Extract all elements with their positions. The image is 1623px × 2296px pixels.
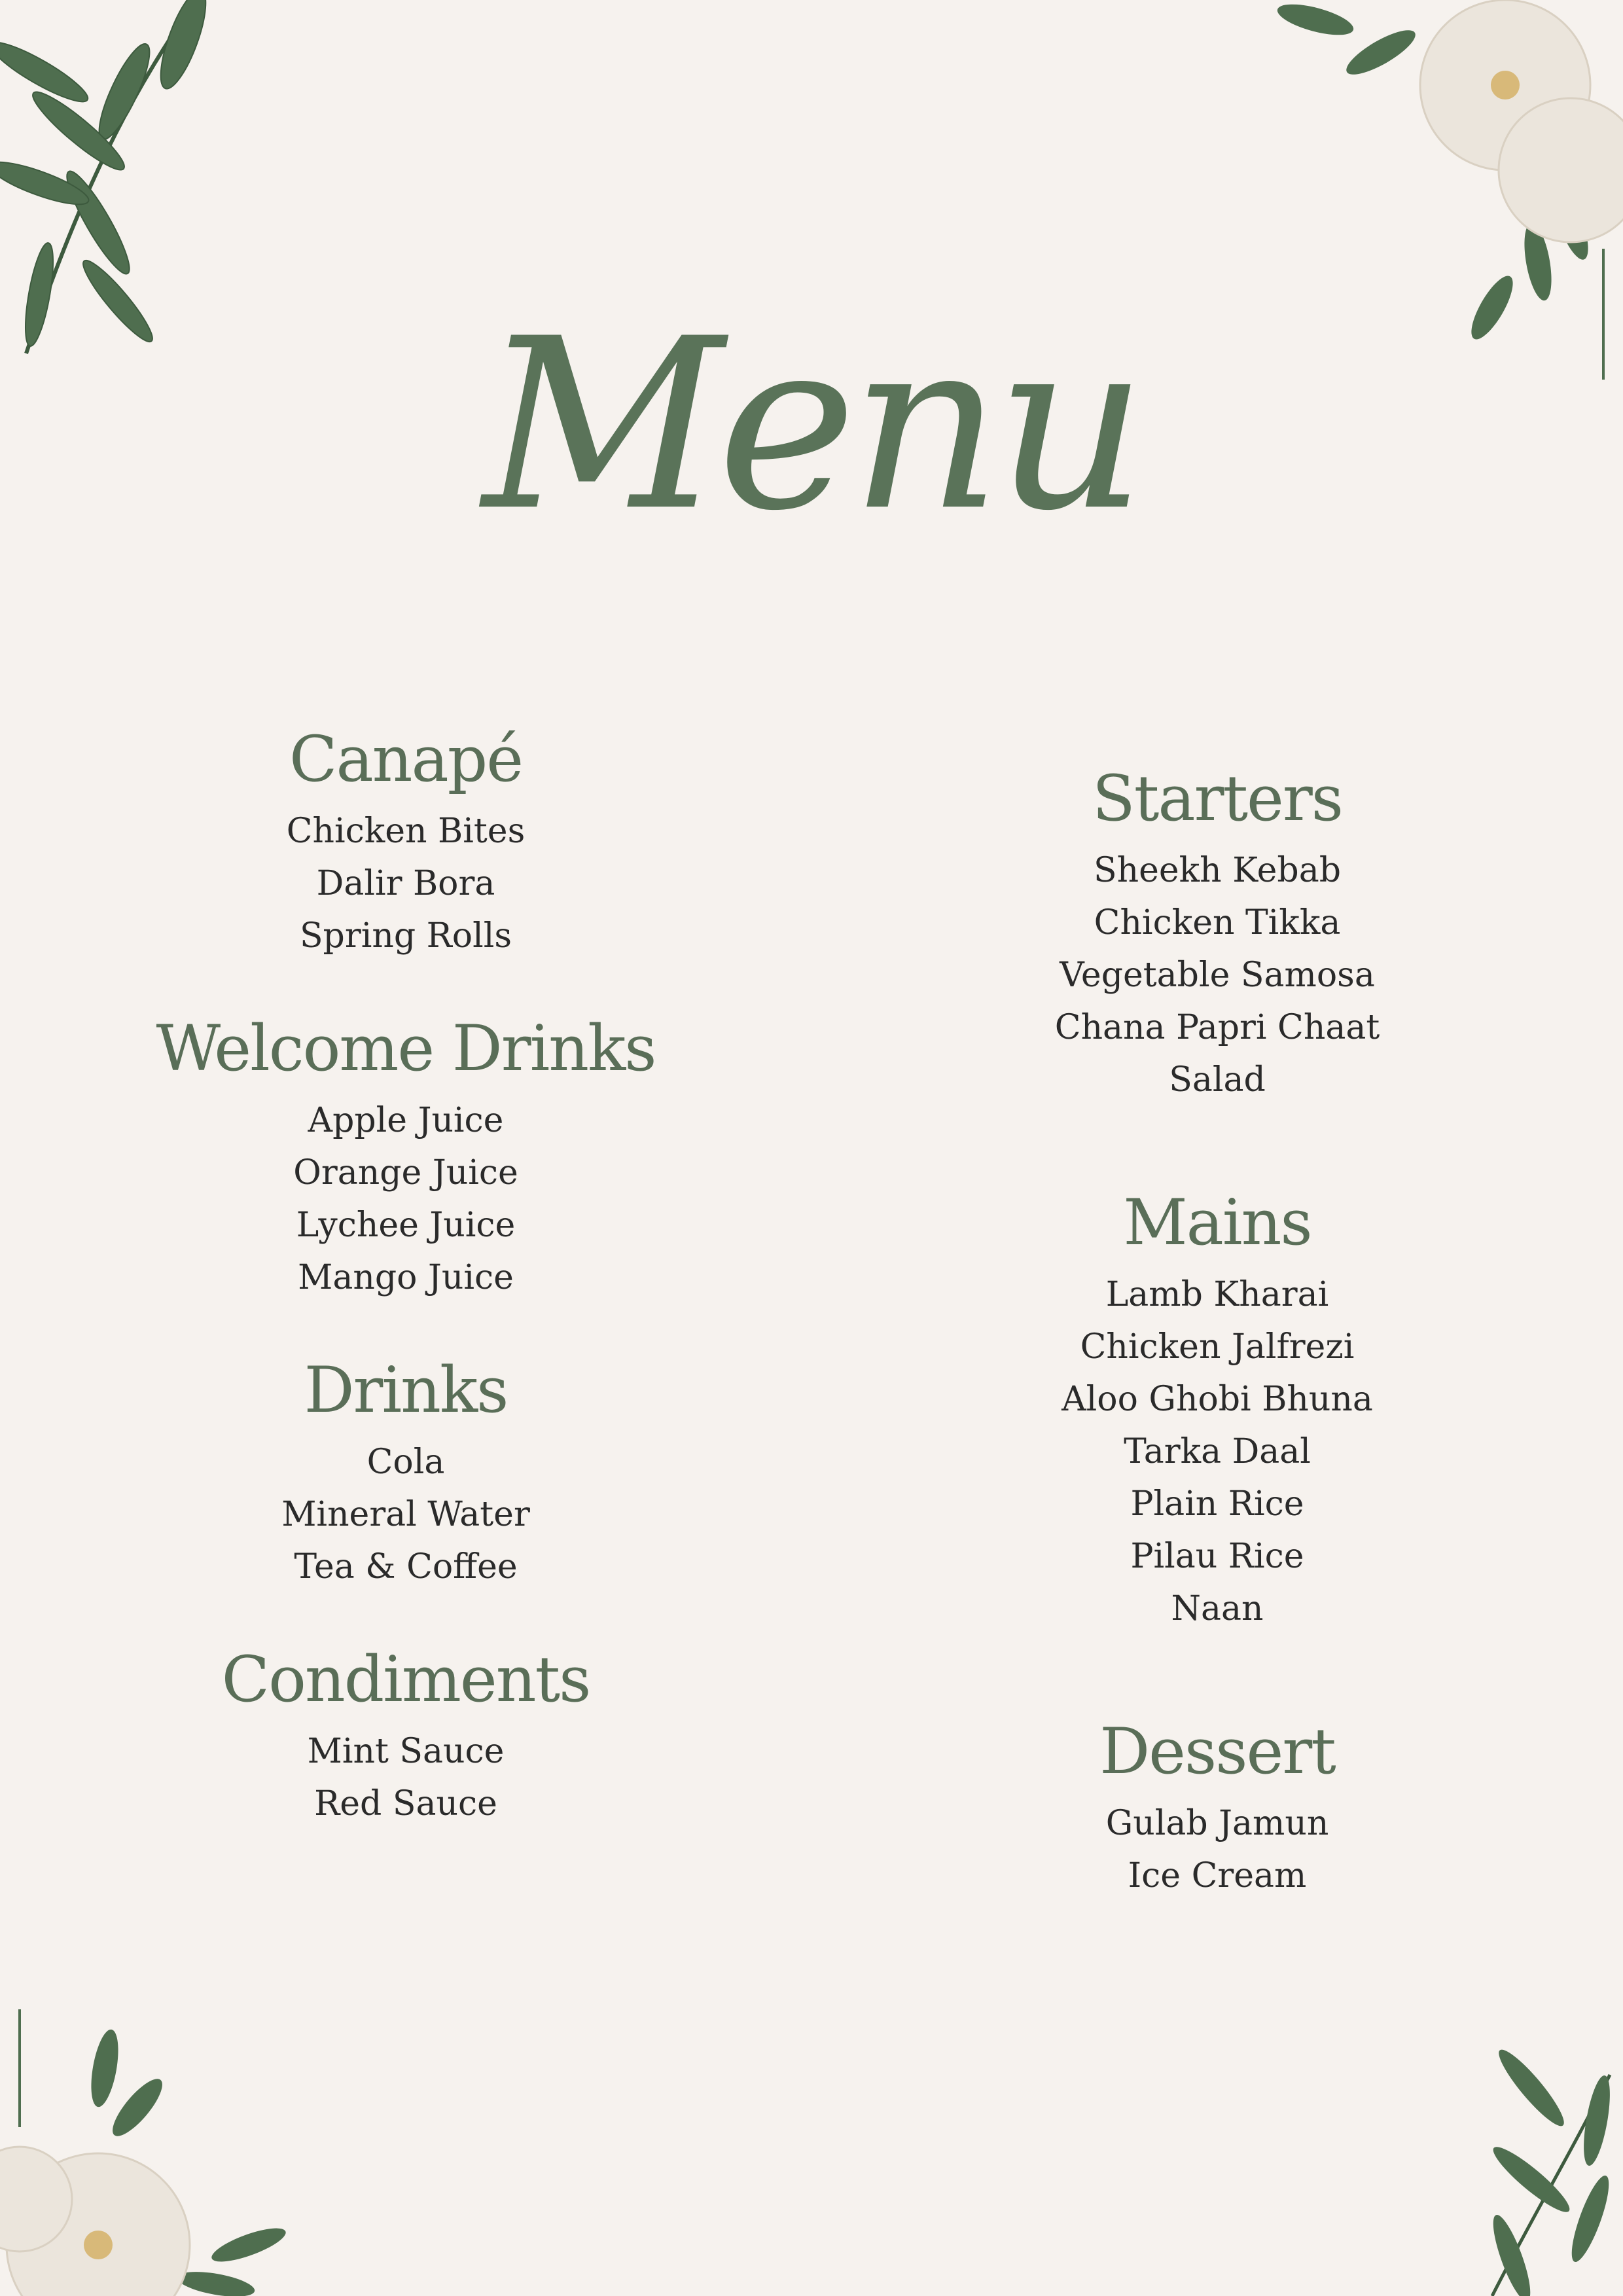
- menu-item: Cola: [366, 1443, 445, 1482]
- menu-item: Pilau Rice: [1130, 1537, 1304, 1576]
- menu-item: Mint Sauce: [307, 1732, 505, 1771]
- menu-item: Lychee Juice: [296, 1206, 516, 1245]
- menu-item: Sheekh Kebab: [1094, 851, 1341, 890]
- menu-item: Chicken Jalfrezi: [1080, 1327, 1355, 1367]
- section-heading: Dessert: [1099, 1715, 1335, 1788]
- menu-item: Lamb Kharai: [1105, 1275, 1329, 1314]
- menu-item: Chicken Bites: [286, 812, 526, 851]
- menu-item: Ice Cream: [1128, 1856, 1307, 1895]
- section-heading: Welcome Drinks: [156, 1012, 656, 1085]
- menu-section-starters: [857, 753, 1577, 1106]
- menu-item: Dalir Bora: [316, 864, 495, 903]
- menu-item: Chicken Tikka: [1094, 903, 1341, 942]
- menu-item: Tarka Daal: [1124, 1432, 1311, 1471]
- menu-item: Naan: [1171, 1589, 1264, 1628]
- menu-item: Aloo Ghobi Bhuna: [1061, 1380, 1373, 1419]
- menu-item: Gulab Jamun: [1105, 1804, 1329, 1843]
- menu-item: Mango Juice: [298, 1258, 514, 1297]
- menu-section-dessert: [857, 1706, 1577, 1902]
- menu-item: Spring Rolls: [299, 916, 512, 956]
- menu-section-condiments: [46, 1634, 766, 1830]
- leaf-branch-bottom-right-icon: [1453, 2049, 1623, 2296]
- section-heading: Canapé: [289, 723, 522, 796]
- menu-item: Vegetable Samosa: [1060, 956, 1375, 995]
- menu-section-drinks: [46, 1344, 766, 1593]
- section-heading: Starters: [1092, 762, 1342, 835]
- flower-bouquet-bottom-left-icon: [0, 2009, 301, 2296]
- menu-right-column: [857, 753, 1577, 1902]
- menu-item: Chana Papri Chaat: [1054, 1008, 1380, 1047]
- menu-item: Orange Juice: [293, 1153, 518, 1193]
- menu-section-welcome-drinks: [46, 1003, 766, 1304]
- menu-item: Mineral Water: [281, 1495, 530, 1534]
- menu-item: Plain Rice: [1130, 1484, 1304, 1524]
- section-heading: Drinks: [304, 1354, 508, 1427]
- section-heading: Condiments: [221, 1643, 590, 1716]
- menu-section-canape: [46, 713, 766, 962]
- menu-item: Red Sauce: [314, 1784, 497, 1823]
- menu-item: Apple Juice: [308, 1101, 504, 1140]
- menu-item: Tea & Coffee: [294, 1547, 518, 1587]
- section-heading: Mains: [1123, 1186, 1311, 1259]
- menu-left-column: [46, 713, 766, 1830]
- menu-title: Menu: [482, 288, 1141, 562]
- menu-section-mains: [857, 1177, 1577, 1635]
- menu-item: Salad: [1169, 1060, 1266, 1100]
